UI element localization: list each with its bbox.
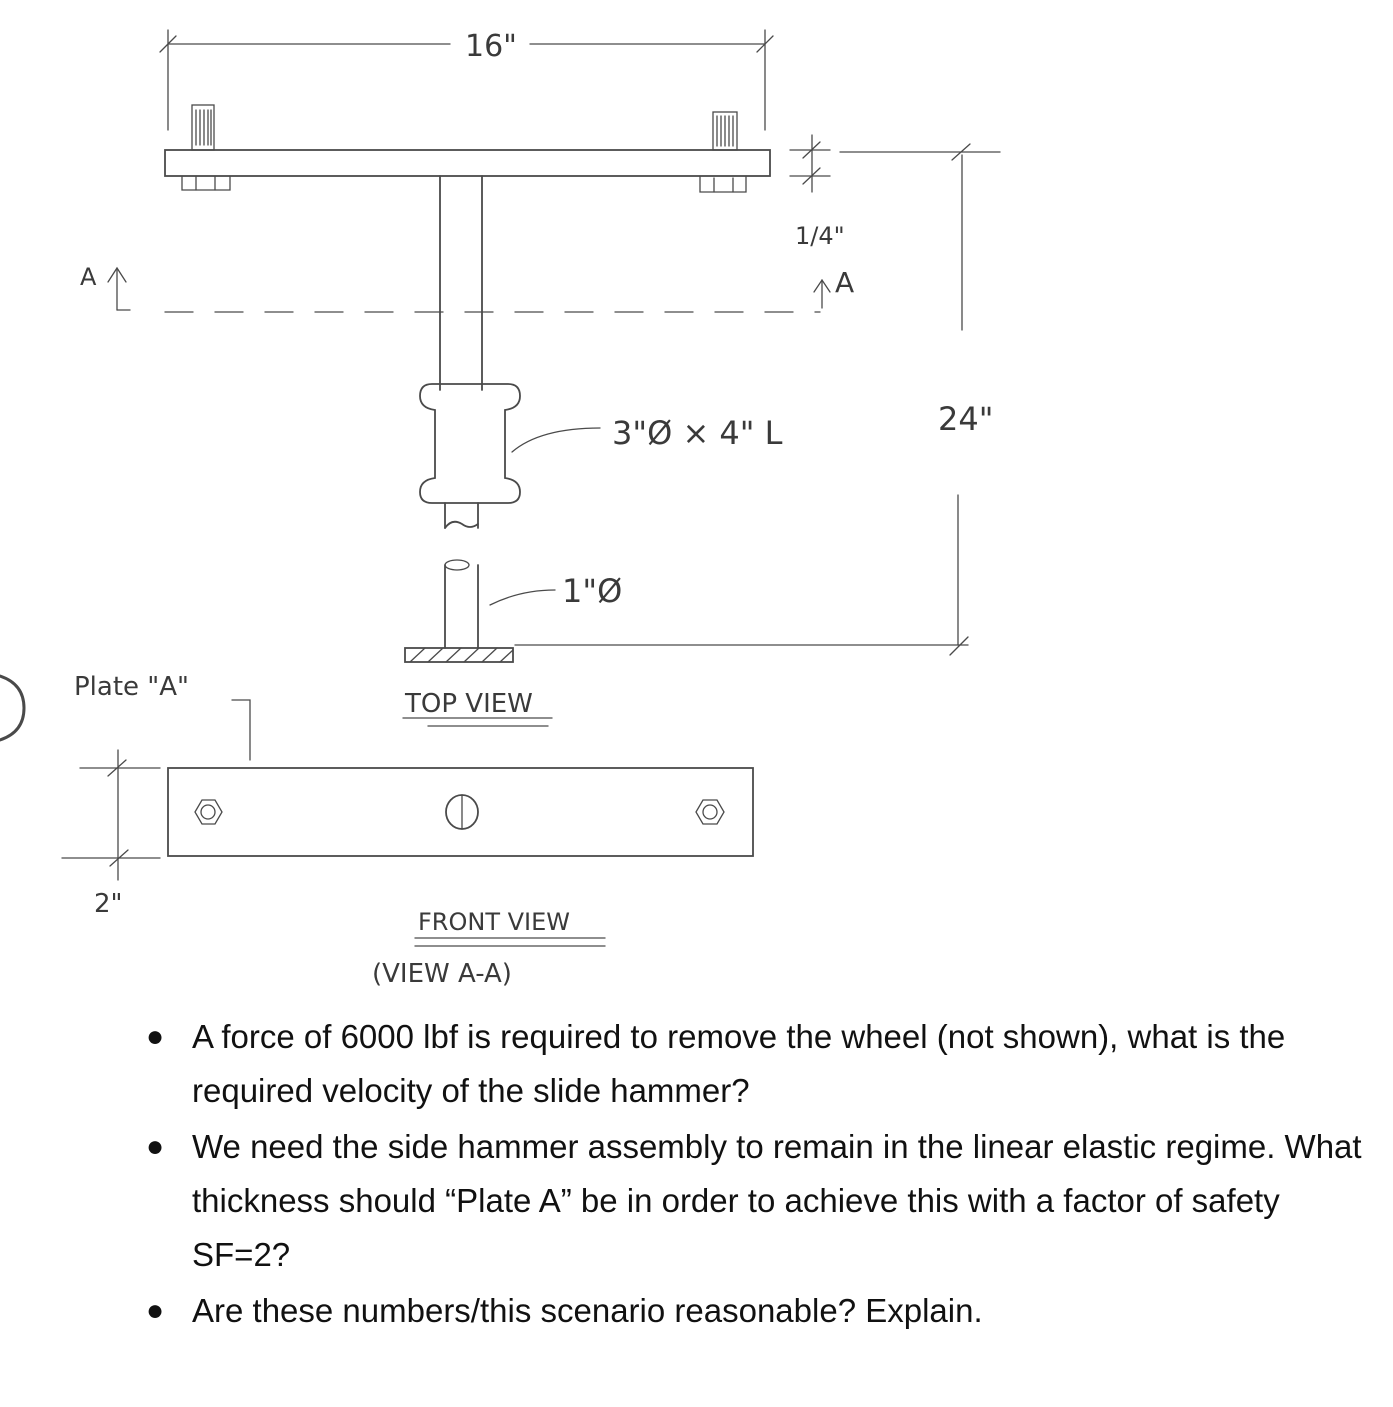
- top-view-title: TOP VIEW: [405, 689, 533, 719]
- question-text: Are these numbers/this scenario reasonable? Explain.: [192, 1292, 983, 1329]
- question-item: [140, 1120, 1380, 1282]
- page-edge-mark: [0, 676, 24, 740]
- plate-a-callout: [74, 672, 250, 760]
- section-label-right: A: [835, 266, 855, 299]
- plate-a-label: Plate "A": [74, 672, 189, 702]
- left-bolt-hole: [195, 800, 222, 824]
- question-item: [140, 1010, 1380, 1118]
- question-text: We need the side hammer assembly to remain in the linear elastic regime. What thickness should “Plate A” be in order to achieve this with a factor of safety SF=2?: [192, 1128, 1362, 1273]
- shaft-break: [445, 503, 478, 648]
- width-dimension: [160, 29, 773, 130]
- base-flange: [405, 648, 513, 662]
- plate-height-label: 2": [94, 889, 123, 919]
- plate-height-dimension: [62, 750, 160, 919]
- right-bolt: [700, 112, 746, 192]
- bullet-icon: ●: [145, 1020, 165, 1053]
- front-view-subtitle: (VIEW A-A): [372, 959, 512, 989]
- width-dimension-label: 16": [465, 29, 517, 64]
- section-label-left: A: [80, 263, 97, 291]
- bullet-icon: ●: [145, 1294, 165, 1327]
- front-view-title: FRONT VIEW: [418, 908, 571, 936]
- bullet-icon: ●: [145, 1130, 165, 1163]
- height-dimension-label: 24": [938, 400, 994, 438]
- plate-thickness-dimension: [790, 135, 845, 250]
- plate-a-top-view: [165, 150, 770, 176]
- left-bolt: [182, 105, 230, 190]
- question-item: [140, 1284, 1380, 1338]
- section-line-a-a: [80, 263, 854, 312]
- slide-hammer-mass: [420, 384, 520, 503]
- shaft: [440, 176, 482, 390]
- question-list: [140, 1010, 1380, 1340]
- question-text: A force of 6000 lbf is required to remove the wheel (not shown), what is the required velocity of the slide hammer?: [192, 1018, 1286, 1109]
- hammer-callout: [512, 414, 783, 452]
- hammer-callout-label: 3"Ø × 4" L: [612, 414, 783, 452]
- plate-a-front-view: [168, 768, 753, 856]
- plate-thickness-label: 1/4": [795, 222, 845, 250]
- rod-callout: [490, 572, 622, 610]
- right-bolt-hole: [696, 800, 724, 824]
- rod-callout-label: 1"Ø: [562, 572, 623, 610]
